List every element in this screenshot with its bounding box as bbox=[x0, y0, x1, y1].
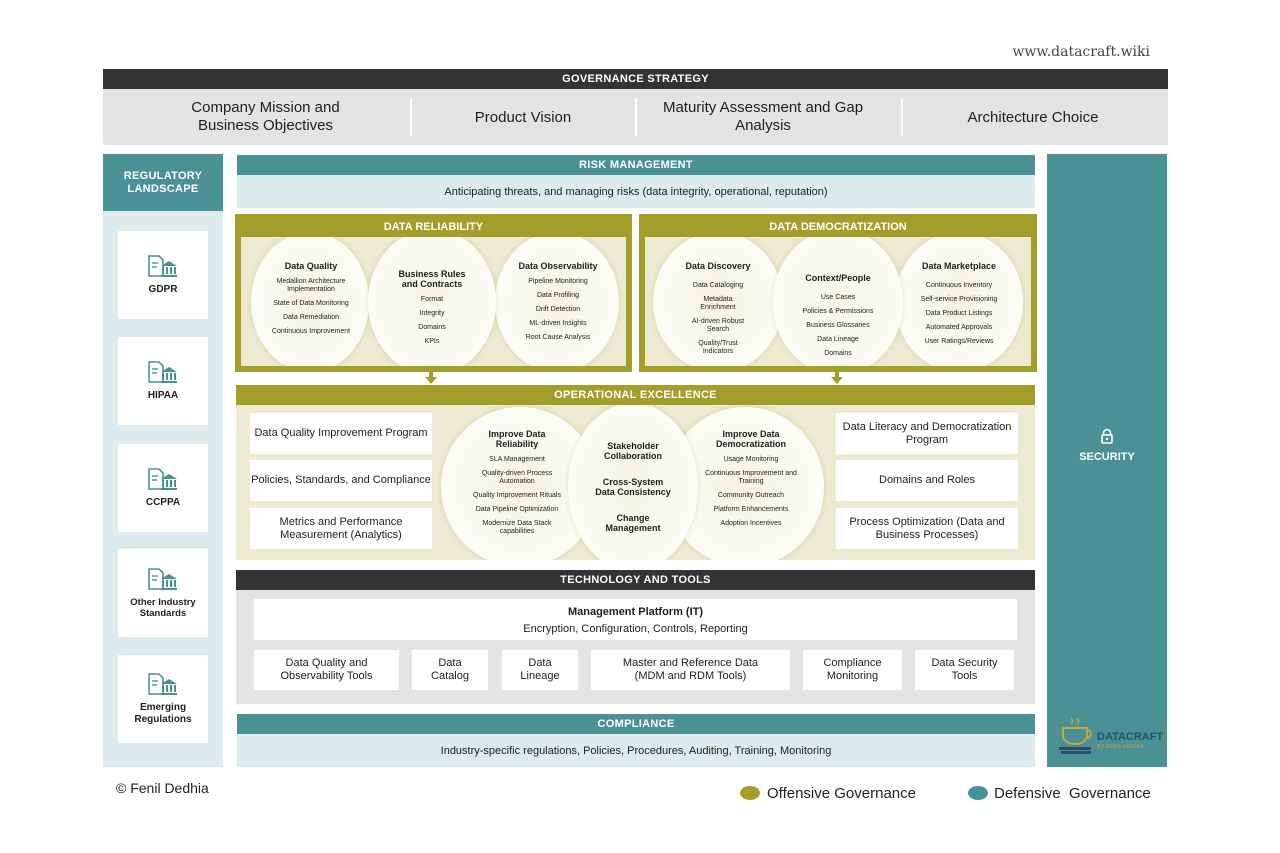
legend-label-defensive: Defensive Governance bbox=[994, 785, 1151, 802]
oe-left-box: Policies, Standards, and Compliance bbox=[250, 460, 432, 501]
regulation-label: Emerging Regulations bbox=[134, 702, 192, 725]
regulation-card-emerging bbox=[118, 655, 208, 743]
regulation-card-hipaa bbox=[118, 337, 208, 425]
group-item: AI-driven Robust Search bbox=[691, 318, 745, 333]
regulation-icon bbox=[147, 567, 179, 591]
security-panel bbox=[1047, 154, 1167, 767]
tool-data-security: Data Security Tools bbox=[915, 650, 1014, 690]
group-item: Self-service Provisioning bbox=[920, 296, 998, 303]
group-item: Community Outreach bbox=[717, 492, 785, 499]
tool-data-catalog: Data Catalog bbox=[412, 650, 488, 690]
group-item: User Ratings/Reviews bbox=[924, 338, 994, 345]
cup-icon bbox=[1057, 716, 1097, 756]
risk-management-header: RISK MANAGEMENT bbox=[237, 155, 1035, 175]
data-democratization-header: DATA DEMOCRATIZATION bbox=[769, 221, 907, 233]
group-data-marketplace bbox=[907, 261, 1011, 352]
regulation-card-ccppa bbox=[118, 444, 208, 532]
group-title: Cross-System Data Consistency bbox=[595, 477, 671, 497]
regulation-label: HIPAA bbox=[147, 390, 179, 401]
group-title: Business Rules and Contracts bbox=[398, 269, 466, 289]
group-item: Data Pipeline Optimization bbox=[475, 506, 559, 513]
group-title: Improve Data Democratization bbox=[715, 429, 786, 449]
group-item: Continuous Inventory bbox=[925, 282, 993, 289]
oe-right-box: Domains and Roles bbox=[836, 460, 1018, 501]
operational-excellence-panel bbox=[236, 405, 1035, 560]
group-data-quality bbox=[267, 261, 355, 342]
legend bbox=[740, 784, 1170, 804]
group-data-observability bbox=[503, 261, 613, 348]
group-item: Drift Detection bbox=[535, 306, 581, 313]
strategy-divider bbox=[901, 98, 903, 136]
data-democratization-inner bbox=[645, 237, 1031, 366]
group-data-discovery bbox=[675, 261, 761, 362]
oe-right-box: Data Literacy and Democratization Program bbox=[836, 413, 1018, 454]
strategy-item-product-vision: Product Vision bbox=[474, 108, 572, 126]
datacraft-logo bbox=[1057, 714, 1165, 762]
group-title: Stakeholder Collaboration bbox=[604, 441, 662, 461]
group-item: Use Cases bbox=[820, 294, 856, 301]
data-reliability-inner bbox=[241, 237, 626, 366]
group-item: Data Cataloging bbox=[692, 282, 744, 289]
regulation-icon bbox=[147, 467, 179, 491]
group-item: Adoption Incentives bbox=[720, 520, 782, 527]
regulation-card-other-standards bbox=[118, 549, 208, 637]
tool-data-lineage: Data Lineage bbox=[502, 650, 578, 690]
group-item: Data Remediation bbox=[282, 314, 340, 321]
group-title: Improve Data Reliability bbox=[488, 429, 546, 449]
regulation-icon bbox=[147, 672, 179, 696]
compliance-header: COMPLIANCE bbox=[237, 714, 1035, 734]
arrow-down-icon bbox=[831, 377, 843, 384]
legend-label-offensive: Offensive Governance bbox=[767, 785, 916, 802]
group-center-collaboration bbox=[588, 441, 678, 540]
group-item: Root Cause Analysis bbox=[525, 334, 591, 341]
strategy-item-mission: Company Mission and Business Objectives bbox=[191, 99, 340, 134]
group-item: Domains bbox=[418, 324, 446, 331]
regulation-card-gdpr bbox=[118, 231, 208, 319]
data-reliability-header: DATA RELIABILITY bbox=[383, 221, 484, 233]
group-item: Quality/Trust Indicators bbox=[698, 340, 738, 355]
strategy-item-architecture: Architecture Choice bbox=[967, 108, 1099, 126]
lock-icon bbox=[1098, 427, 1116, 445]
oe-left-box: Metrics and Performance Measurement (Analytics) bbox=[250, 508, 432, 549]
group-context-people bbox=[793, 273, 883, 364]
group-item: KPIs bbox=[424, 338, 440, 345]
regulatory-header: REGULATORY LANDSCAPE bbox=[103, 154, 223, 211]
group-item: Data Product Listings bbox=[925, 310, 993, 317]
management-platform-text: Encryption, Configuration, Controls, Reporting bbox=[523, 623, 748, 635]
group-title: Data Quality bbox=[284, 261, 338, 271]
oe-right-box: Process Optimization (Data and Business Processes) bbox=[836, 508, 1018, 549]
group-item: Business Glossaries bbox=[806, 322, 870, 329]
regulation-icon bbox=[147, 254, 179, 278]
group-item: Data Profiling bbox=[536, 292, 580, 299]
legend-swatch-offensive bbox=[740, 786, 760, 800]
group-title: Data Marketplace bbox=[921, 261, 997, 271]
compliance-text: Industry-specific regulations, Policies, Procedures, Auditing, Training, Monitoring bbox=[237, 734, 1035, 767]
tool-master-data: Master and Reference Data (MDM and RDM Tools) bbox=[591, 650, 790, 690]
copyright: © Fenil Dedhia bbox=[116, 780, 209, 796]
group-business-rules bbox=[391, 269, 473, 352]
group-item: Continuous Improvement and Training bbox=[705, 470, 797, 485]
oe-left-box: Data Quality Improvement Program bbox=[250, 413, 432, 454]
group-item: ML-driven Insights bbox=[529, 320, 587, 327]
governance-strategy-panel bbox=[103, 89, 1168, 145]
governance-strategy-header: GOVERNANCE STRATEGY bbox=[103, 69, 1168, 89]
group-item: Quality-driven Process Automation bbox=[481, 470, 553, 485]
group-item: Medallion Architecture Implementation bbox=[276, 278, 346, 293]
arrow-down-icon bbox=[425, 377, 437, 384]
group-title: Change Management bbox=[605, 513, 661, 533]
group-title: Context/People bbox=[805, 273, 871, 283]
group-item: Pipeline Monitoring bbox=[528, 278, 588, 285]
group-item: Integrity bbox=[419, 310, 445, 317]
management-platform-title: Management Platform (IT) bbox=[567, 606, 704, 618]
group-item: State of Data Monitoring bbox=[273, 300, 349, 307]
group-item: Format bbox=[420, 296, 444, 303]
tool-dq-observability: Data Quality and Observability Tools bbox=[254, 650, 399, 690]
operational-excellence-header: OPERATIONAL EXCELLENCE bbox=[236, 385, 1035, 405]
group-item: Policies & Permissions bbox=[802, 308, 874, 315]
strategy-divider bbox=[635, 98, 637, 136]
management-platform-box bbox=[254, 599, 1017, 640]
strategy-item-maturity: Maturity Assessment and Gap Analysis bbox=[662, 99, 864, 134]
group-item: Data Lineage bbox=[817, 336, 859, 343]
group-item: Domains bbox=[824, 350, 852, 357]
technology-header: TECHNOLOGY AND TOOLS bbox=[236, 570, 1035, 590]
website-url: www.datacraft.wiki bbox=[1012, 44, 1150, 60]
group-item: Automated Approvals bbox=[925, 324, 993, 331]
group-improve-democratization bbox=[696, 429, 806, 534]
logo-name: DATACRAFT bbox=[1097, 731, 1164, 743]
strategy-divider bbox=[410, 98, 412, 136]
legend-swatch-defensive bbox=[968, 786, 988, 800]
regulation-label: CCPPA bbox=[145, 497, 181, 508]
group-item: Metadata Enrichment bbox=[700, 296, 736, 311]
group-item: Quality Improvement Rituals bbox=[473, 492, 561, 499]
logo-sub: BY FENIL DEDHIA bbox=[1097, 744, 1144, 750]
regulation-label: GDPR bbox=[148, 284, 178, 295]
group-item: Modernize Data Stack capabilities bbox=[482, 520, 552, 535]
group-item: SLA Management bbox=[489, 456, 545, 463]
group-title: Data Observability bbox=[518, 261, 598, 271]
group-improve-reliability bbox=[464, 429, 570, 542]
tool-compliance-monitoring: Compliance Monitoring bbox=[803, 650, 902, 690]
group-item: Platform Enhancements bbox=[713, 506, 789, 513]
technology-panel bbox=[236, 590, 1035, 704]
group-item: Continuous Improvement bbox=[271, 328, 351, 335]
regulation-icon bbox=[147, 360, 179, 384]
risk-management-text: Anticipating threats, and managing risks (data integrity, operational, reputation) bbox=[237, 175, 1035, 208]
group-item: Usage Monitoring bbox=[723, 456, 779, 463]
group-title: Data Discovery bbox=[685, 261, 751, 271]
security-label: SECURITY bbox=[1079, 451, 1135, 463]
regulation-label: Other Industry Standards bbox=[130, 597, 196, 619]
